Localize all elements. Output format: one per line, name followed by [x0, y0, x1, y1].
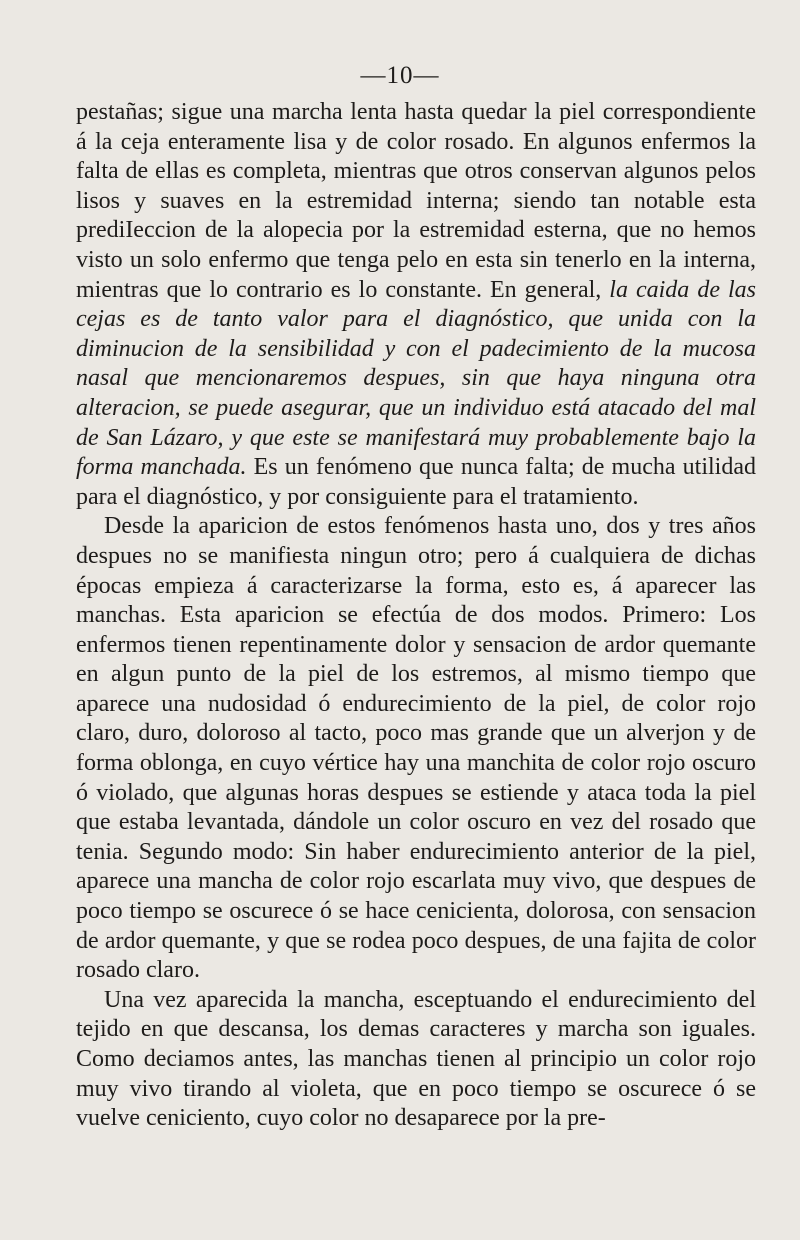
text-run: Es un fenómeno que nunca falta; de mucha utilidad para el diagnóstico, y por consiguiente para el tratamiento. [76, 454, 757, 510]
text-run: pestañas; sigue una marcha lenta hasta quedar la piel correspondiente á la ceja enteramente lisa y de color rosado. En algunos enfermos la falta de ellas es completa, mientras que otros conservan algunos pelos lisos y suaves en la estremidad interna; siendo tan notable esta prediIeccion de la alopecia por la estremidad esterna, que no hemos visto un solo enfermo que tenga pelo en esta sin tenerlo en la interna, mientras que lo contrario es lo constante. En general, [76, 99, 756, 303]
paragraph-3 [76, 986, 756, 1134]
page-number: —10— [360, 62, 440, 89]
body-text [76, 98, 756, 1134]
paragraph-2 [76, 512, 756, 986]
text-run: Desde la aparicion de estos fenómenos hasta uno, dos y tres años despues no se manifiesta ningun otro; pero á cualquiera de dichas épocas empieza á caracterizarse la forma, esto es, á aparecer las manchas. Esta aparicion se efectúa de dos modos. Primero: Los enfermos tienen repentinamente dolor y sensacion de ardor quemante en algun punto de la piel de los estremos, al mismo tiempo que aparece una nudosidad ó endurecimiento de la piel, de color rojo claro, duro, doloroso al tacto, poco mas grande que un alverjon y de forma oblonga, en cuyo vértice hay una manchita de color rojo oscuro ó violado, que algunas horas despues se estiende y ataca toda la piel que estaba levantada, dándole un color oscuro en vez del rosado que tenia. Segundo modo: Sin haber endurecimiento anterior de la piel, aparece una mancha de color rojo escarlata muy vivo, que despues de poco tiempo se oscurece ó se hace cenicienta, dolorosa, con sensacion de ardor quemante, y que se rodea poco despues, de una fajita de color rosado claro. [76, 513, 756, 984]
italic-text-run: la caida de las cejas es de tanto valor para el diagnóstico, que unida con la diminucion de la sensibilidad y con el padecimiento de la mucosa nasal que mencionaremos despues, sin que haya ninguna otra alteracion, se puede asegurar, que un individuo está atacado del mal de San Lázaro, y que este se manifestará muy probablemente bajo la forma manchada. [76, 276, 756, 481]
text-run: Una vez aparecida la mancha, esceptuando el endurecimiento del tejido en que descansa, los demas caracteres y marcha son iguales. Como deciamos antes, las manchas tienen al principio un color rojo muy vivo tirando al violeta, que en poco tiempo se oscurece ó se vuelve ceniciento, cuyo color no desaparece por la pre- [76, 986, 756, 1132]
paragraph-1 [76, 98, 756, 512]
